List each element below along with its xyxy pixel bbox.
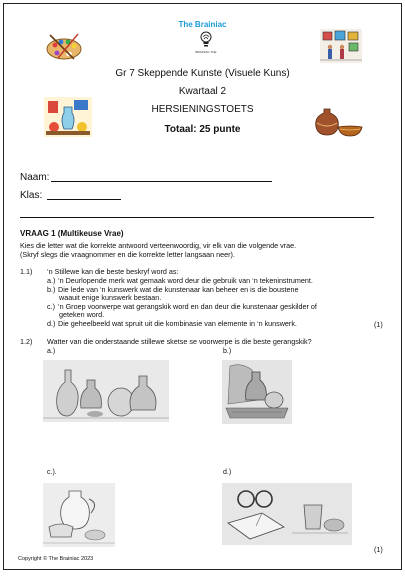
option-text: Die lede van ‘n kunswerk wat die kunstenaar kan beheer en is die boustene <box>58 285 299 294</box>
divider <box>20 217 374 218</box>
still-life-sketch-a[interactable] <box>43 360 169 422</box>
instruction-line-1: Kies die letter wat die korrekte antwoord verteenwoordig, vir elk van die volgende vrae. <box>20 241 297 250</box>
option-label: c.) <box>47 302 55 311</box>
brand-tagline: BRAINIAC THE <box>195 50 217 54</box>
option-b-continued: waauit enige kunswerk bestaan. <box>59 293 162 302</box>
mark-1-1: (1) <box>374 320 383 329</box>
pottery-icon <box>308 105 364 139</box>
sketch-label-b: b.) <box>223 348 232 355</box>
question-text-1-1: ‘n Stillewe kan die beste beskryf word as: <box>47 267 179 276</box>
option-c-continued: geteken word. <box>59 310 105 319</box>
still-life-sketch-d[interactable] <box>222 483 352 545</box>
option-text: ‘n Groep voorwerpe wat gerangskik word en dan deur die kunstenaar geskilder of <box>58 302 317 311</box>
option-label: a.) <box>47 276 56 285</box>
still-life-sketch-b[interactable] <box>222 360 292 424</box>
instruction-line-2: (Skryf slegs die vraagnommer en die korrekte letter langsaan neer). <box>20 250 235 259</box>
test-type-title: HERSIENINGSTOETS <box>151 104 254 115</box>
sketch-label-a: a.) <box>47 348 56 355</box>
lightbulb-logo-icon <box>199 31 213 49</box>
still-life-painting-icon <box>44 97 92 137</box>
section-title: VRAAG 1 (Multikeuse Vrae) <box>20 229 124 238</box>
question-number-1-1: 1.1) <box>20 267 33 276</box>
paint-palette-icon <box>44 32 84 62</box>
option-label: b.) <box>47 285 56 294</box>
option-text: Die geheelbeeld wat spruit uit die kombinasie van elemente in ‘n kunswerk. <box>58 319 297 328</box>
term-title: Kwartaal 2 <box>178 86 227 97</box>
option-text: ‘n Deurlopende merk wat gemaak word deur die gebruik van ‘n tekeninstrument. <box>58 276 313 285</box>
question-text-1-2: Watter van die onderstaande stillewe sketse se voorwerpe is die beste gerangskik? <box>47 337 312 346</box>
copyright: Copyright © The Brainiac 2023 <box>18 556 94 562</box>
subject-title: Gr 7 Skeppende Kunste (Visuele Kuns) <box>115 68 290 79</box>
sketch-label-d: d.) <box>223 469 232 476</box>
total-marks: Totaal: 25 punte <box>164 124 241 135</box>
name-label: Naam: <box>20 172 50 183</box>
mark-1-2: (1) <box>374 545 383 554</box>
sketch-label-c: c.). <box>47 469 57 476</box>
name-input-line[interactable] <box>51 181 272 182</box>
class-input-line[interactable] <box>47 199 121 200</box>
question-number-1-2: 1.2) <box>20 337 33 346</box>
class-label: Klas: <box>20 190 43 201</box>
art-gallery-icon <box>320 29 362 63</box>
option-d[interactable] <box>47 320 347 328</box>
worksheet-page <box>3 3 402 570</box>
brand-name: The Brainiac <box>178 20 227 29</box>
still-life-sketch-c[interactable] <box>43 483 115 547</box>
option-label: d.) <box>47 319 56 328</box>
